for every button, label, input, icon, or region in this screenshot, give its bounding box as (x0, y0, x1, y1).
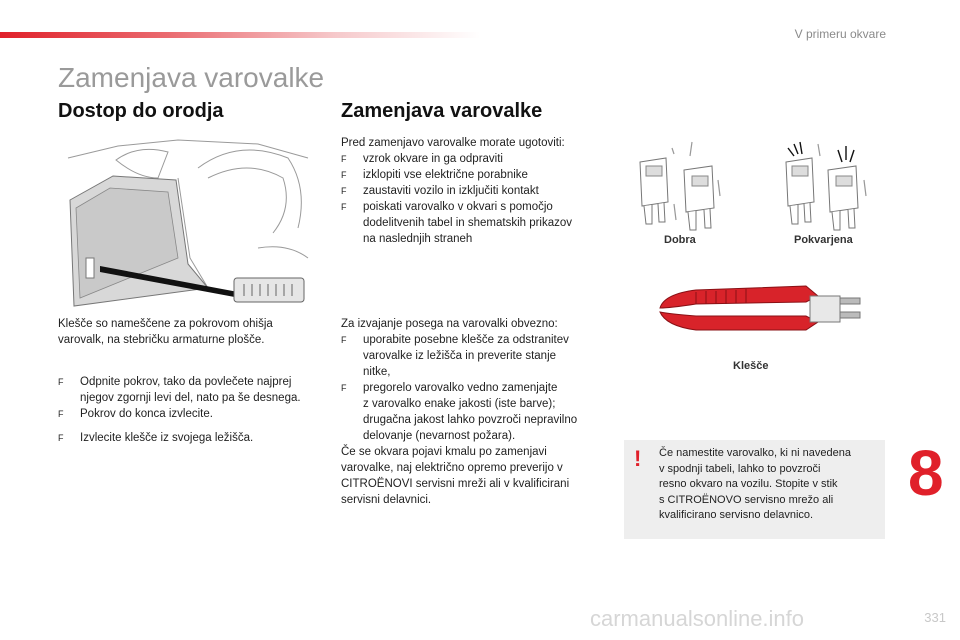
check-item: F vzrok okvare in ga odpraviti (341, 153, 503, 165)
bullet-icon: F (58, 409, 64, 419)
check-item: F zaustaviti vozilo in izključiti kontakt (341, 185, 539, 197)
tweezers-label: Klešče (733, 360, 769, 372)
left-steps (58, 374, 328, 446)
good-fuse-illustration (632, 140, 740, 232)
check-item: F izklopiti vse električne porabnike (341, 169, 528, 181)
bullet-icon: F (341, 154, 347, 164)
page-number: 331 (924, 610, 946, 625)
closing-paragraph: Če se okvara pojavi kmalu po zamenjavi varovalke, naj električno opremo preverijo v CITROËNOVI servisni mreži ali v kvalificirani servisni delavnici. (341, 446, 570, 506)
fuse-tweezers-illustration (656, 282, 864, 340)
step-item: F Odpnite pokrov, tako da povlečete najprej njegov zgornji levi del, nato pa še desnega. (58, 376, 301, 404)
access-item: F uporabite posebne klešče za odstranitev varovalke iz ležišča in preverite stanje nitke, (341, 334, 569, 378)
bullet-icon: F (58, 377, 64, 387)
page-title: Zamenjava varovalke (58, 62, 325, 93)
bullet-icon: F (341, 170, 347, 180)
access-item: F pregorelo varovalko vedno zamenjajte z varovalko enake jakosti (iste barve); drugačna jakost lahko povzroči nepravilno delovanje (nevarnost požara). (341, 382, 578, 442)
check-list: Pred zamenjavo varovalke morate ugotoviti: F vzrok okvare in ga odpraviti F izklopiti vse električne porabnike F zaustaviti vozilo in izključiti kontakt F poiskati varovalko v okvari s pomočjo dodelitvenih tabel in shematskih prikazov na naslednjih straneh (341, 135, 611, 247)
top-accent-bar (0, 32, 480, 38)
bullet-icon: F (341, 383, 347, 393)
access-list: Za izvajanje posega na varovalki obvezno: F uporabite posebne klešče za odstranitev varovalke iz ležišča in preverite stanje nitke, F pregorelo varovalko vedno zamenjajte z varovalko enake jakosti (iste barve); drugačna jakost lahko povzroči nepravilno delovanje (nevarnost požara). Če se okvara pojavi kmalu po zamenjavi varovalke, naj električno opremo preverijo v CITROËNOVI servisni mreži ali v kvalificirani servisni delavnici. (341, 316, 613, 508)
bullet-icon: F (341, 202, 347, 212)
bullet-icon: F (341, 335, 347, 345)
blown-fuse-illustration (780, 140, 880, 232)
step-item: F Izvlecite klešče iz svojega ležišča. (58, 432, 254, 444)
bullet-icon: F (341, 186, 347, 196)
right-heading: Zamenjava varovalke (341, 100, 543, 122)
exclamation-icon: ! (634, 446, 642, 471)
chapter-number: 8 (908, 437, 944, 509)
dashboard-illustration (58, 138, 320, 310)
blown-fuse-label: Pokvarjena (794, 234, 853, 246)
good-fuse-label: Dobra (664, 234, 696, 246)
bullet-icon: F (58, 433, 64, 443)
left-heading: Dostop do orodja (58, 100, 224, 122)
section-header: V primeru okvare (794, 27, 886, 41)
check-item: F poiskati varovalko v okvari s pomočjo dodelitvenih tabel in shematskih prikazov na naslednjih straneh (341, 201, 573, 245)
warning-text: Če namestite varovalko, ki ni navedena v spodnji tabeli, lahko to povzroči resno okvaro na vozilu. Stopite v stik s CITROËNOVO servisno mrežo ali kvalificirano servisno delavnico. (659, 447, 851, 521)
watermark: carmanualsonline.info (590, 606, 805, 631)
step-item: F Pokrov do konca izvlecite. (58, 408, 213, 420)
left-intro: Klešče so nameščene za pokrovom ohišja varovalk, na stebričku armaturne plošče. (58, 318, 273, 346)
